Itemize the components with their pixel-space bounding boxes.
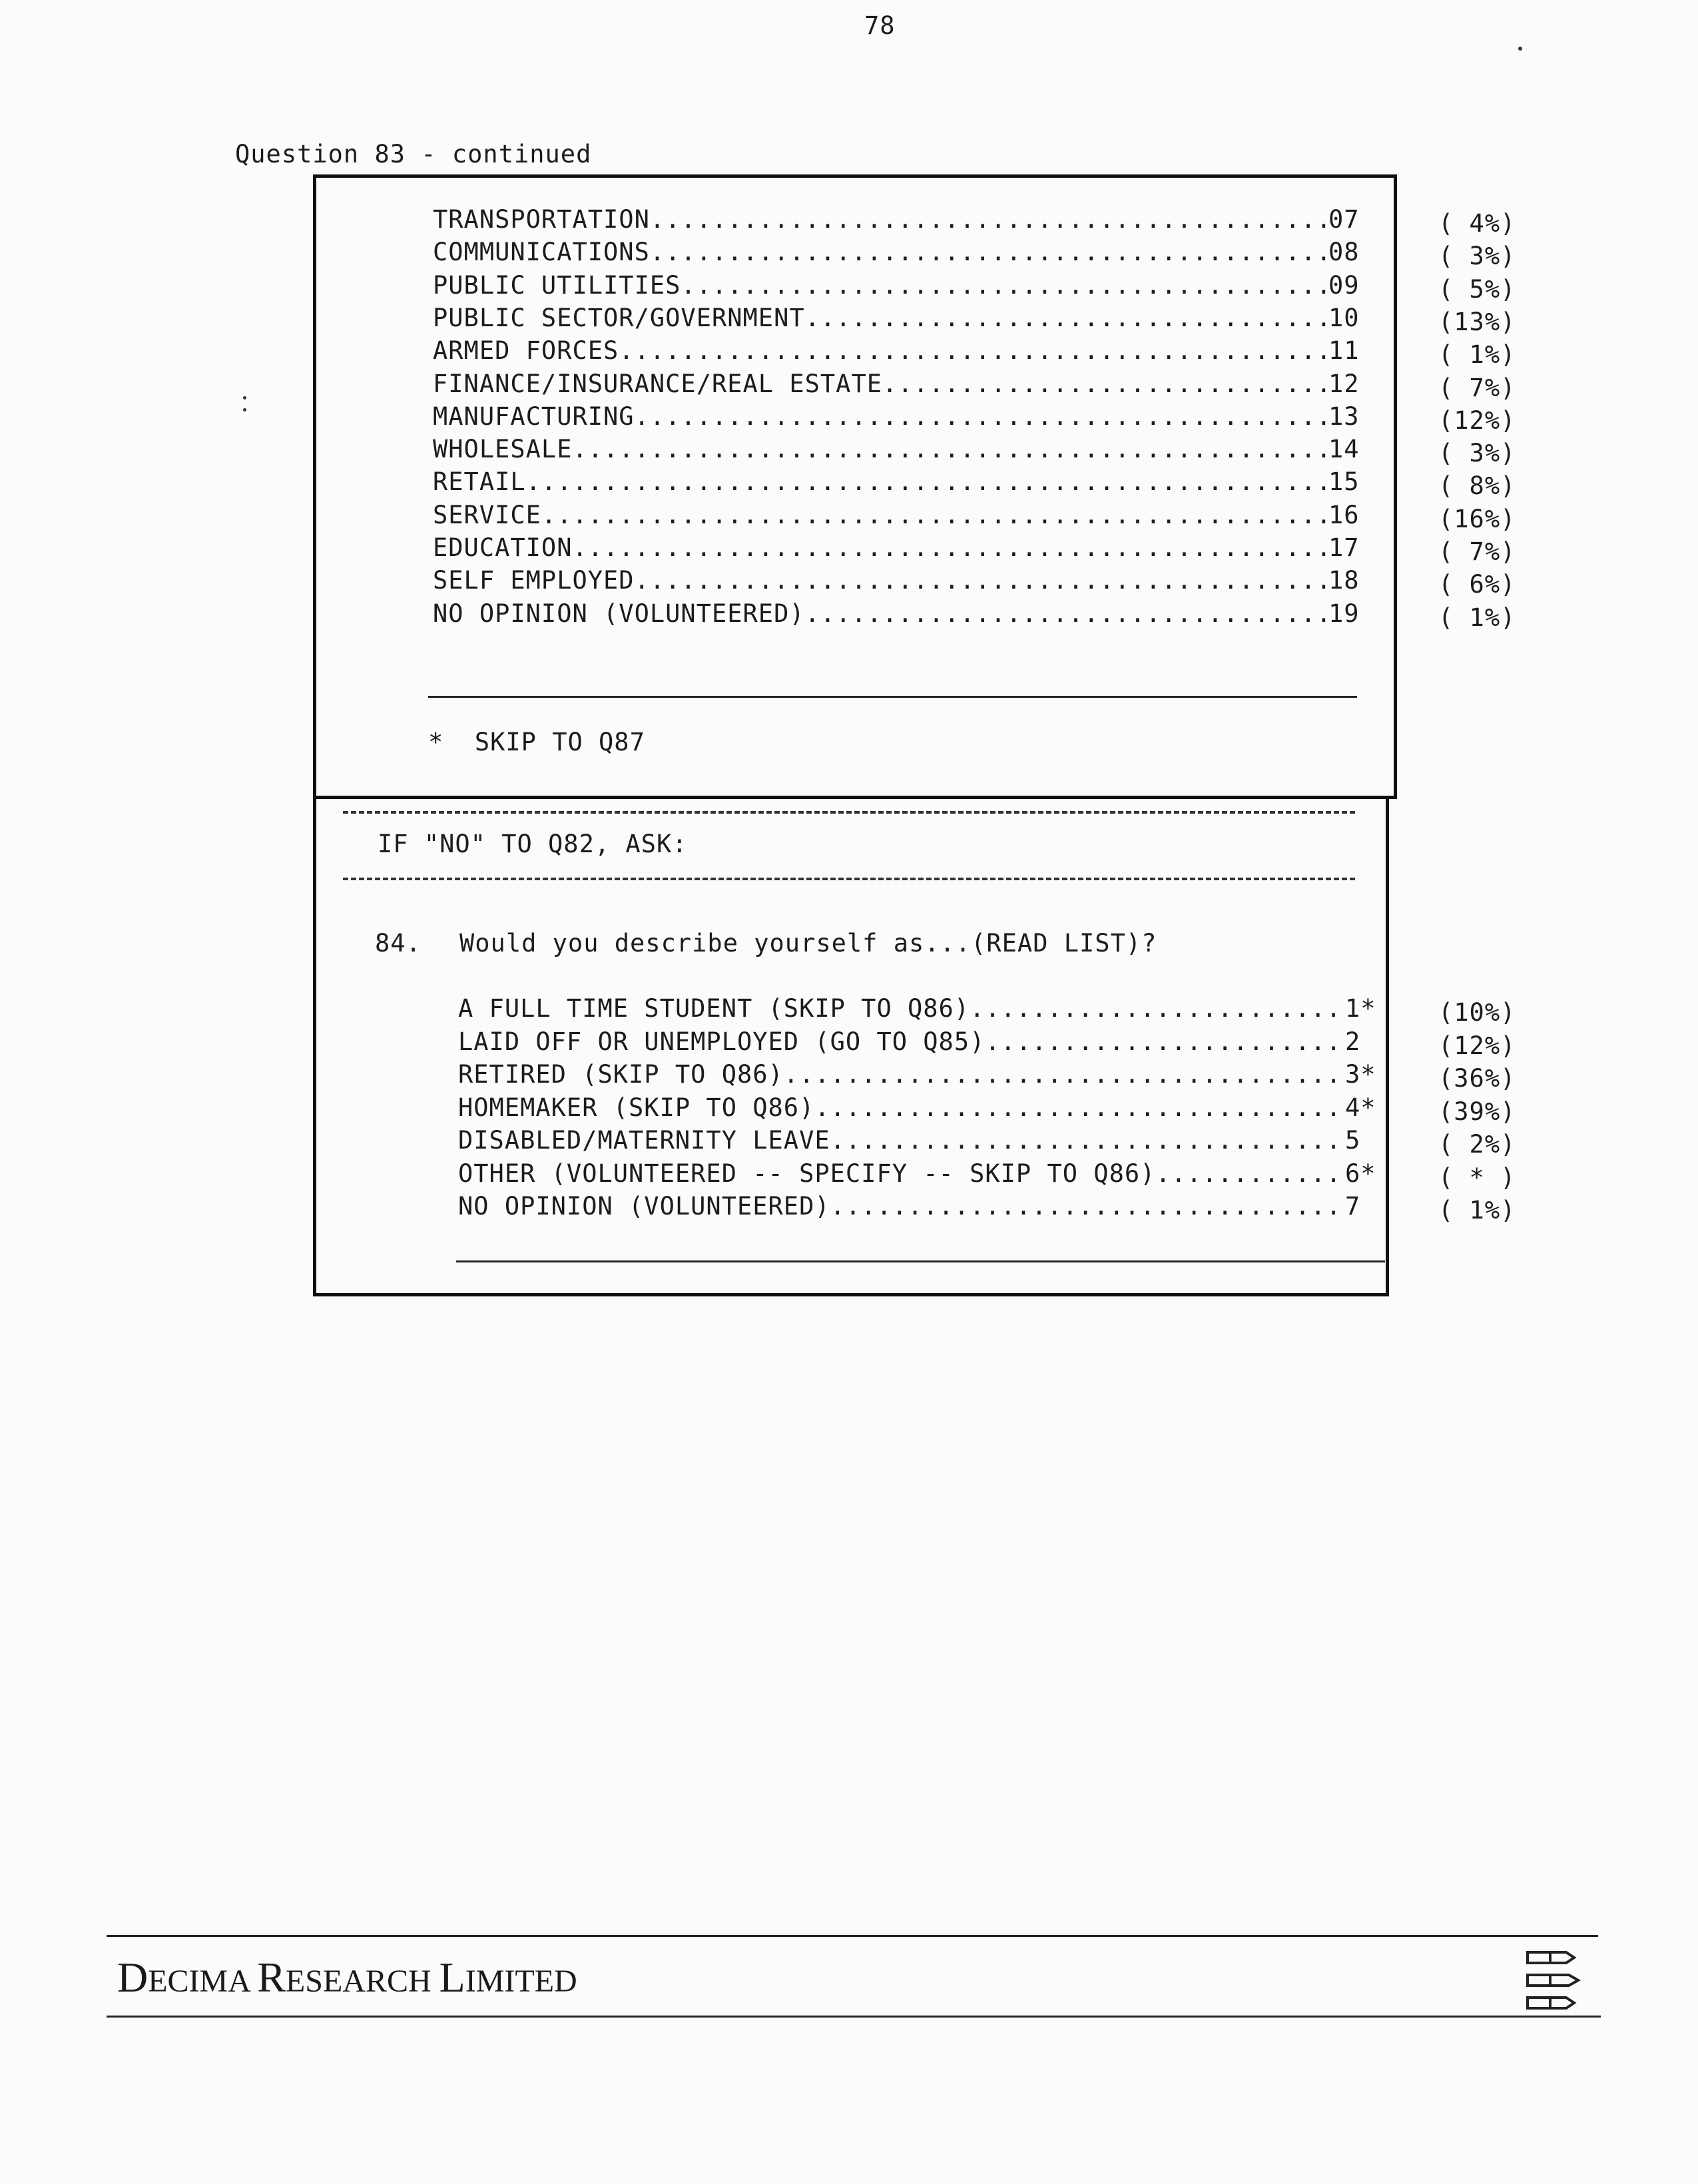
option-code: 11 [1328, 336, 1360, 366]
option-label: SERVICE [433, 500, 541, 529]
option-code: 18 [1328, 566, 1360, 595]
dot-leader [572, 531, 1328, 564]
option-percentage: (13%) [1438, 307, 1516, 336]
q84-option-row [458, 1190, 1378, 1223]
option-percentage: ( 1%) [1438, 1196, 1516, 1225]
option-code: 15 [1328, 467, 1360, 497]
option-label: RETAIL [433, 467, 526, 497]
option-label: WHOLESALE [433, 435, 573, 464]
dot-leader [830, 1124, 1345, 1157]
q83-option-row [433, 499, 1362, 531]
option-code: 19 [1328, 599, 1360, 628]
q84-option-row [458, 1124, 1378, 1157]
option-code: 10 [1328, 303, 1360, 332]
option-label: NO OPINION (VOLUNTEERED) [458, 1192, 830, 1221]
option-label: HOMEMAKER (SKIP TO Q86) [458, 1093, 815, 1122]
company-name [117, 1953, 577, 2002]
q84-answer-line [456, 1260, 1385, 1262]
option-label: RETIRED (SKIP TO Q86) [458, 1060, 784, 1089]
dot-leader [814, 1091, 1345, 1124]
option-label: FINANCE/INSURANCE/REAL ESTATE [433, 369, 883, 398]
option-code: 09 [1328, 270, 1360, 300]
company-name-initial: L [439, 1954, 465, 2001]
scan-speck [1518, 47, 1522, 51]
option-code: 3* [1345, 1060, 1376, 1089]
q83-option-row [433, 564, 1362, 597]
option-percentage: ( 1%) [1438, 340, 1516, 370]
q84-question-text: Would you describe yourself as...(READ LIST)? [459, 929, 1157, 957]
skip-note: * SKIP TO Q87 [428, 728, 645, 756]
dot-leader [970, 992, 1345, 1025]
q83-option-row [433, 465, 1362, 498]
option-percentage: ( * ) [1438, 1163, 1516, 1192]
option-code: 6* [1345, 1159, 1376, 1188]
company-name-rest: ECIMA [148, 1964, 258, 1999]
footer-rule-bottom [107, 2016, 1601, 2018]
dot-leader [681, 269, 1328, 302]
q83-option-row [433, 269, 1362, 302]
option-code: 17 [1328, 533, 1360, 562]
dashed-divider-bottom [343, 878, 1355, 880]
company-name-rest: IMITED [465, 1964, 577, 1999]
q83-option-row [433, 597, 1362, 630]
option-percentage: (12%) [1438, 1031, 1516, 1060]
company-name-rest: ESEARCH [285, 1964, 439, 1999]
dot-leader [635, 400, 1328, 433]
option-percentage: ( 7%) [1438, 373, 1516, 402]
option-percentage: (12%) [1438, 406, 1516, 435]
option-label: SELF EMPLOYED [433, 566, 635, 595]
q83-option-row [433, 302, 1362, 334]
q84-option-row [458, 1025, 1378, 1058]
dot-leader [635, 564, 1328, 597]
q83-option-row [433, 334, 1362, 367]
q83-option-row [433, 203, 1362, 236]
option-code: 07 [1328, 205, 1360, 234]
q83-option-row [433, 400, 1362, 433]
option-label: DISABLED/MATERNITY LEAVE [458, 1126, 830, 1155]
decima-logo-icon [1525, 1948, 1585, 2015]
q83-option-row [433, 433, 1362, 465]
option-code: 16 [1328, 500, 1360, 529]
option-label: MANUFACTURING [433, 402, 635, 431]
option-percentage: ( 1%) [1438, 603, 1516, 632]
company-name-initial: R [257, 1954, 286, 2001]
q84-option-row [458, 1091, 1378, 1124]
if-no-instruction: IF "NO" TO Q82, ASK: [378, 830, 688, 858]
option-label: EDUCATION [433, 533, 573, 562]
dot-leader [1155, 1157, 1345, 1190]
q84-number: 84. [375, 929, 422, 957]
option-percentage: (10%) [1438, 998, 1516, 1027]
option-percentage: (16%) [1438, 504, 1516, 533]
option-code: 08 [1328, 238, 1360, 267]
q83-option-row [433, 236, 1362, 268]
option-code: 5 [1345, 1126, 1361, 1155]
option-code: 2 [1345, 1027, 1361, 1056]
option-code: 13 [1328, 402, 1360, 431]
scan-speck [243, 408, 246, 411]
dot-leader [985, 1025, 1345, 1058]
dot-leader [830, 1190, 1345, 1223]
dot-leader [784, 1058, 1345, 1091]
option-label: PUBLIC SECTOR/GOVERNMENT [433, 303, 805, 332]
dot-leader [526, 465, 1328, 498]
option-percentage: ( 2%) [1438, 1130, 1516, 1159]
q84-option-row [458, 1157, 1378, 1190]
option-percentage: (39%) [1438, 1097, 1516, 1126]
page-number: 78 [864, 11, 896, 40]
option-code: 7 [1345, 1192, 1361, 1221]
option-percentage: ( 7%) [1438, 537, 1516, 566]
q83-answer-line [428, 696, 1357, 698]
dot-leader [572, 433, 1328, 465]
option-code: 1* [1345, 994, 1376, 1023]
option-percentage: ( 4%) [1438, 209, 1516, 238]
option-percentage: ( 3%) [1438, 439, 1516, 468]
scan-speck [243, 396, 246, 400]
option-code: 14 [1328, 435, 1360, 464]
section-heading: Question 83 - continued [235, 140, 592, 168]
option-label: OTHER (VOLUNTEERED -- SPECIFY -- SKIP TO Q86) [458, 1159, 1156, 1188]
option-label: ARMED FORCES [433, 336, 619, 366]
option-percentage: ( 3%) [1438, 242, 1516, 271]
dot-leader [650, 203, 1328, 236]
option-percentage: (36%) [1438, 1064, 1516, 1093]
dot-leader [619, 334, 1328, 367]
option-percentage: ( 5%) [1438, 274, 1516, 304]
option-label: COMMUNICATIONS [433, 238, 650, 267]
dot-leader [805, 597, 1328, 630]
option-code: 4* [1345, 1093, 1376, 1122]
dot-leader [650, 236, 1328, 268]
dot-leader [805, 302, 1328, 334]
q83-option-row [433, 368, 1362, 400]
q84-option-row [458, 992, 1378, 1025]
q84-option-row [458, 1058, 1378, 1091]
q83-option-row [433, 531, 1362, 564]
option-label: TRANSPORTATION [433, 205, 650, 234]
option-label: PUBLIC UTILITIES [433, 270, 681, 300]
company-name-initial: D [117, 1954, 148, 2001]
dot-leader [882, 368, 1328, 400]
option-code: 12 [1328, 369, 1360, 398]
option-percentage: ( 6%) [1438, 570, 1516, 599]
dashed-divider-top [343, 811, 1355, 814]
option-label: LAID OFF OR UNEMPLOYED (GO TO Q85) [458, 1027, 986, 1056]
option-label: NO OPINION (VOLUNTEERED) [433, 599, 805, 628]
option-percentage: ( 8%) [1438, 471, 1516, 501]
dot-leader [541, 499, 1328, 531]
option-label: A FULL TIME STUDENT (SKIP TO Q86) [458, 994, 970, 1023]
footer-rule-top [107, 1935, 1598, 1937]
